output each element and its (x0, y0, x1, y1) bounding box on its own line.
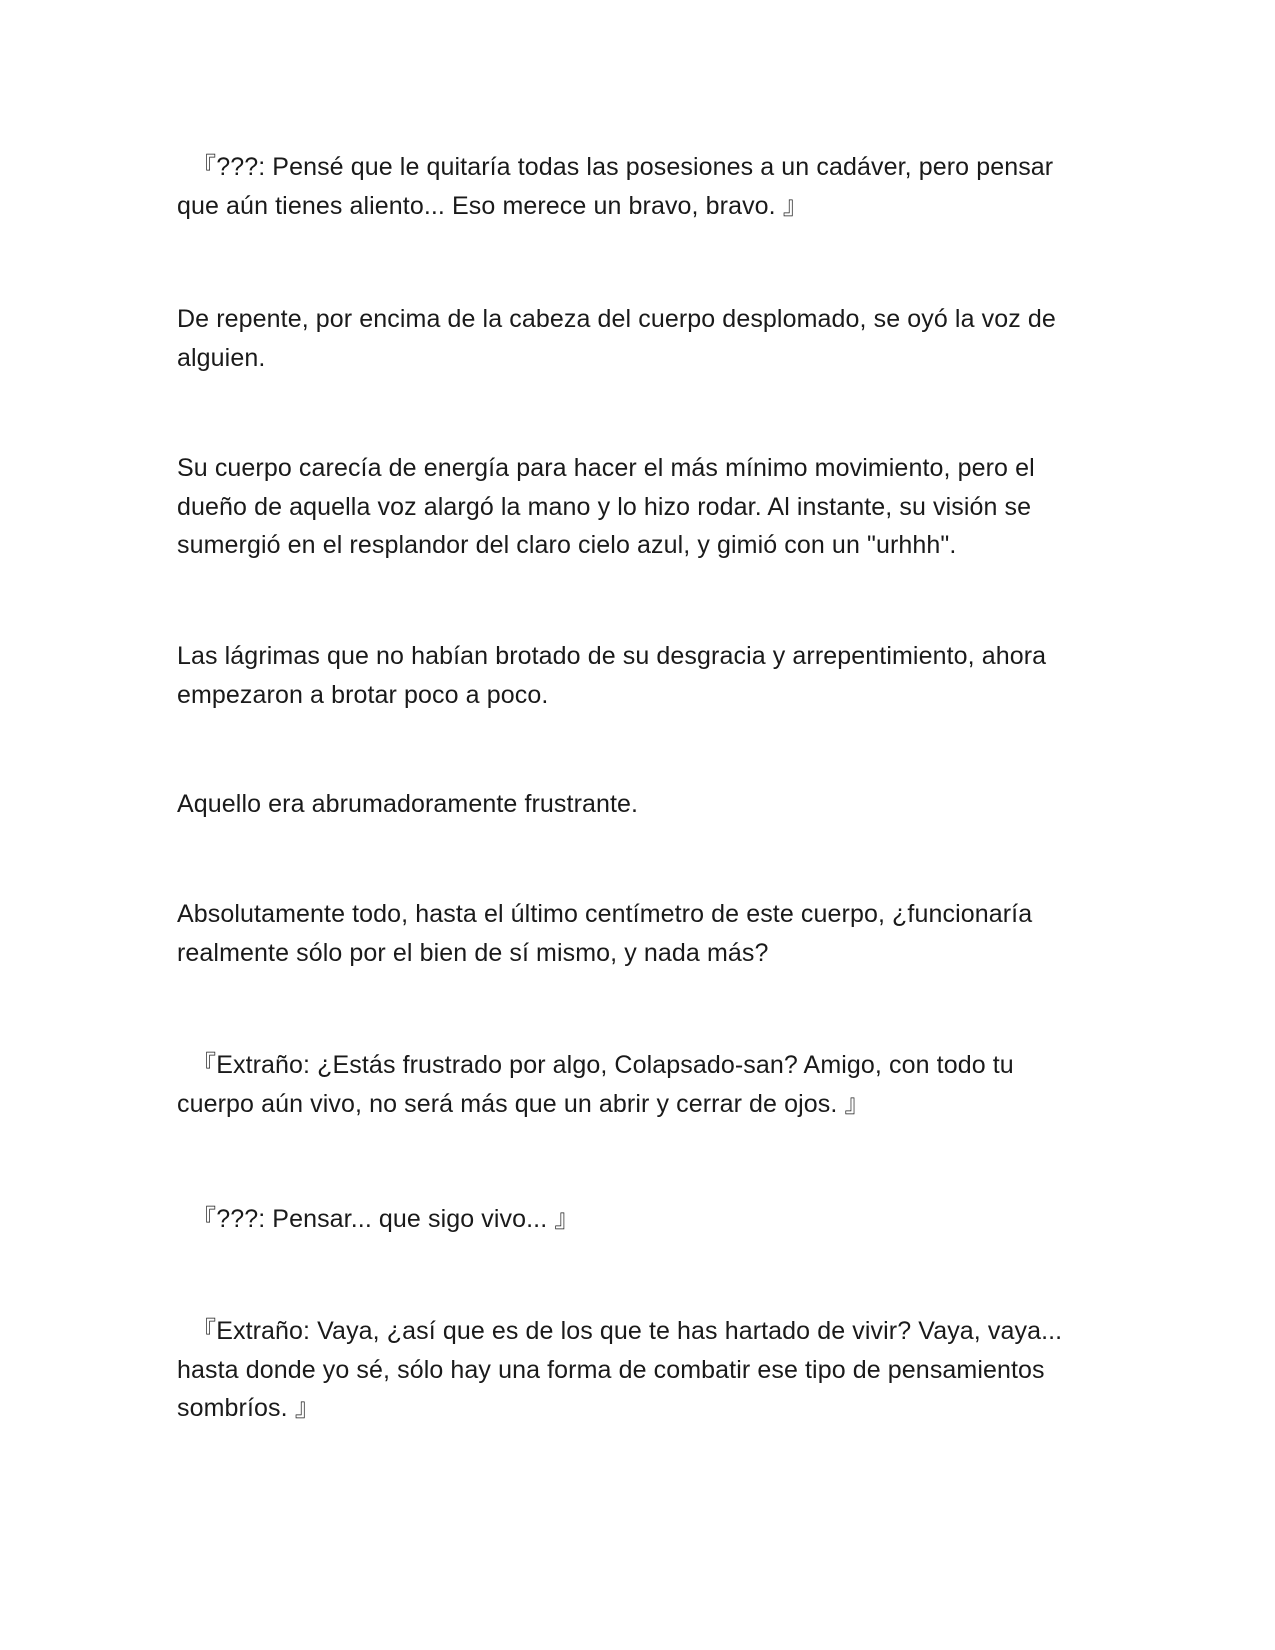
narration-paragraph: Su cuerpo carecía de energía para hacer el más mínimo movimiento, pero el dueño de aquella voz alargó la mano y lo hizo rodar. Al instante, su visión se sumergió en el resplandor del claro cielo azul, y gimió con un "urhhh". (177, 454, 1042, 559)
dialogue-paragraph: 『Extraño: ¿Estás frustrado por algo, Colapsado-san? Amigo, con todo tu cuerpo aún vivo, no será más que un abrir y cerrar de ojos. 』 (177, 1051, 1021, 1118)
narration-paragraph: Absolutamente todo, hasta el último centímetro de este cuerpo, ¿funcionaría realmente sólo por el bien de sí mismo, y nada más? (177, 900, 1040, 967)
narration-paragraph: De repente, por encima de la cabeza del cuerpo desplomado, se oyó la voz de alguien. (177, 305, 1063, 372)
dialogue-paragraph: 『???: Pensé que le quitaría todas las posesiones a un cadáver, pero pensar que aún tienes aliento... Eso merece un bravo, bravo. 』 (177, 153, 1061, 220)
dialogue-paragraph: 『???: Pensar... que sigo vivo... 』 (177, 1205, 580, 1233)
narration-paragraph: Las lágrimas que no habían brotado de su desgracia y arrepentimiento, ahora empezaron a brotar poco a poco. (177, 642, 1054, 709)
dialogue-paragraph: 『Extraño: Vaya, ¿así que es de los que te has hartado de vivir? Vaya, vaya... hasta donde yo sé, sólo hay una forma de combatir ese tipo de pensamientos sombríos. 』 (177, 1317, 1070, 1422)
narration-paragraph: Aquello era abrumadoramente frustrante. (177, 790, 639, 818)
